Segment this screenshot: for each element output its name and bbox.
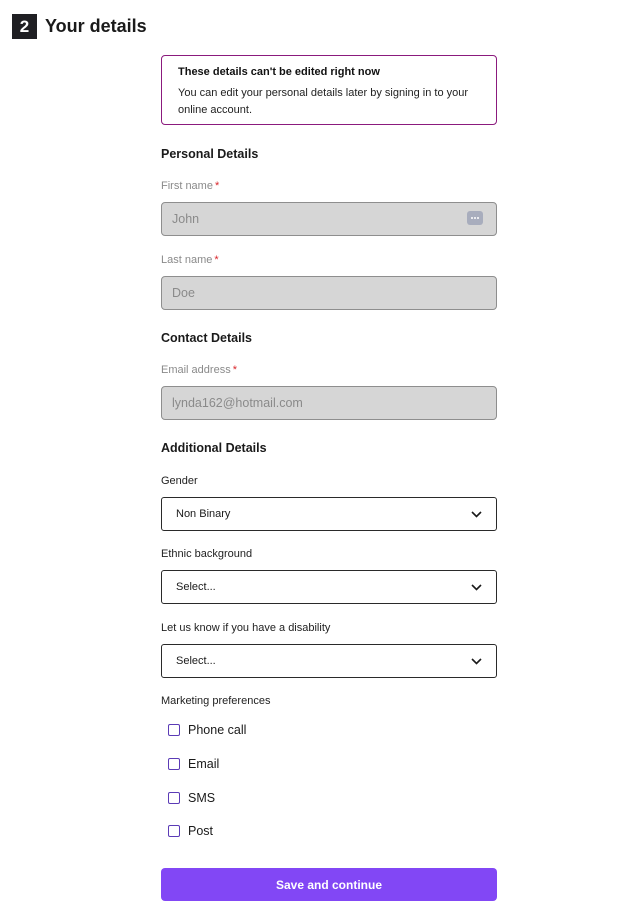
checkbox-label: Email bbox=[188, 757, 220, 771]
ethnic-background-select[interactable] bbox=[161, 570, 497, 604]
step-number-badge: 2 bbox=[12, 14, 37, 39]
first-name-field-wrap bbox=[161, 202, 497, 236]
step-header bbox=[12, 14, 147, 39]
checkbox-label: Post bbox=[188, 824, 214, 838]
additional-details-heading: Additional Details bbox=[161, 441, 267, 455]
email-label-text: Email address bbox=[161, 364, 231, 376]
email-input[interactable] bbox=[161, 386, 497, 420]
chevron-down-icon bbox=[470, 508, 482, 520]
ethnic-background-select-value: Select... bbox=[176, 581, 216, 593]
required-marker: * bbox=[232, 364, 237, 376]
ethnic-background-label: Ethnic background bbox=[161, 548, 253, 560]
marketing-option-phone-call[interactable] bbox=[168, 722, 246, 738]
phone-call-checkbox[interactable] bbox=[168, 724, 180, 736]
personal-details-heading: Personal Details bbox=[161, 147, 259, 161]
marketing-option-post[interactable] bbox=[168, 823, 213, 839]
gender-label: Gender bbox=[161, 475, 198, 487]
save-and-continue-button[interactable]: Save and continue bbox=[161, 868, 497, 901]
chevron-down-icon bbox=[470, 655, 482, 667]
first-name-input[interactable] bbox=[161, 202, 497, 236]
post-checkbox[interactable] bbox=[168, 825, 180, 837]
disability-label: Let us know if you have a disability bbox=[161, 622, 331, 634]
disability-select[interactable] bbox=[161, 644, 497, 678]
last-name-label-text: Last name bbox=[161, 254, 213, 266]
checkbox-label: SMS bbox=[188, 791, 216, 805]
notice-title: These details can't be edited right now bbox=[178, 66, 380, 78]
disability-select-value: Select... bbox=[176, 655, 216, 667]
last-name-label bbox=[161, 254, 219, 266]
gender-select[interactable] bbox=[161, 497, 497, 531]
chevron-down-icon bbox=[470, 581, 482, 593]
contact-details-heading: Contact Details bbox=[161, 331, 252, 345]
edit-notice bbox=[161, 55, 497, 125]
sms-checkbox[interactable] bbox=[168, 792, 180, 804]
last-name-input[interactable] bbox=[161, 276, 497, 310]
marketing-option-sms[interactable] bbox=[168, 790, 215, 806]
first-name-label-text: First name bbox=[161, 180, 213, 192]
email-checkbox[interactable] bbox=[168, 758, 180, 770]
gender-select-value: Non Binary bbox=[176, 508, 231, 520]
marketing-preferences-label: Marketing preferences bbox=[161, 695, 271, 707]
checkbox-label: Phone call bbox=[188, 723, 247, 737]
marketing-option-email[interactable] bbox=[168, 756, 219, 772]
required-marker: * bbox=[214, 254, 219, 266]
page-title: Your details bbox=[45, 16, 147, 36]
first-name-label bbox=[161, 180, 219, 192]
notice-body: You can edit your personal details later by signing in to your online account. bbox=[178, 87, 469, 116]
required-marker: * bbox=[214, 180, 220, 192]
dots-icon[interactable] bbox=[467, 211, 483, 225]
email-label bbox=[161, 364, 237, 376]
